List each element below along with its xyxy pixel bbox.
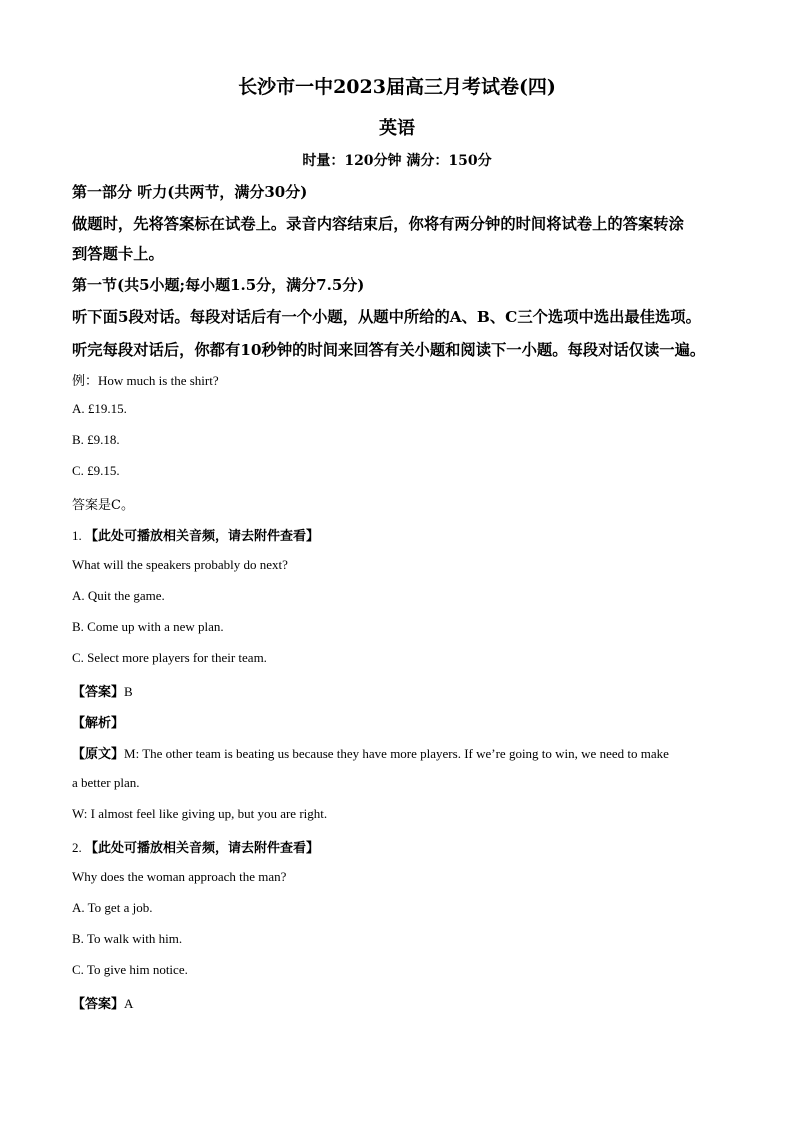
q2-answer-value: A bbox=[124, 996, 134, 1011]
q1-question: What will the speakers probably do next? bbox=[72, 557, 288, 572]
q1-transcript-line2: a better plan. bbox=[72, 775, 140, 790]
q1-audio-note: 【此处可播放相关音频，请去附件查看】 bbox=[85, 529, 320, 544]
q2-question: Why does the woman approach the man? bbox=[72, 869, 287, 884]
q1-transcript-label: 【原文】 bbox=[72, 747, 125, 762]
q1-transcript-line3: W: I almost feel like giving up, but you are right. bbox=[72, 806, 328, 821]
section1-instructions-line2: 听完每段对话后，你都有10秒钟的时间来回答有关小题和阅读下一小题。每段对话仅读一遍。 bbox=[72, 341, 706, 359]
example-option-c: C. £9.15. bbox=[72, 463, 120, 478]
example-option-b: B. £9.18. bbox=[72, 432, 120, 447]
q2-audio-note: 【此处可播放相关音频，请去附件查看】 bbox=[85, 841, 320, 856]
q1-number: 1. bbox=[72, 528, 85, 543]
time-score-info: 时量：120分钟 满分：150分 bbox=[302, 153, 492, 169]
section1-heading: 第一节(共5小题;每小题1.5分，满分7.5分) bbox=[72, 276, 365, 294]
q2-number: 2. bbox=[72, 840, 85, 855]
q1-answer bbox=[72, 681, 133, 700]
q2-option-c: C. To give him notice. bbox=[72, 962, 188, 977]
example-answer: 答案是C。 bbox=[72, 498, 134, 513]
example-option-a: A. £19.15. bbox=[72, 401, 127, 416]
q1-transcript-text1: M: The other team is beating us because they have more players. If we’re going to win, we need to make bbox=[124, 746, 669, 761]
q1-option-c: C. Select more players for their team. bbox=[72, 650, 267, 665]
subject-title: 英语 bbox=[379, 118, 415, 139]
q2-option-a: A. To get a job. bbox=[72, 900, 153, 915]
q2-answer-label: 【答案】 bbox=[72, 997, 125, 1012]
part1-instructions-line1: 做题时，先将答案标在试卷上。录音内容结束后，你将有两分钟的时间将试卷上的答案转涂 bbox=[72, 215, 684, 233]
q2-option-b: B. To walk with him. bbox=[72, 931, 183, 946]
example-question: 例：How much is the shirt? bbox=[72, 373, 219, 388]
q1-analysis-label: 【解析】 bbox=[72, 716, 125, 731]
q1-option-b: B. Come up with a new plan. bbox=[72, 619, 224, 634]
exam-title: 长沙市一中2023届高三月考试卷(四) bbox=[238, 76, 556, 98]
q1-answer-value: B bbox=[124, 684, 133, 699]
q1-transcript-line1 bbox=[72, 743, 669, 762]
part1-instructions-line2: 到答题卡上。 bbox=[72, 245, 164, 263]
part1-heading: 第一部分 听力(共两节，满分30分) bbox=[72, 183, 308, 201]
q2-header bbox=[72, 837, 319, 856]
q2-answer bbox=[72, 993, 133, 1012]
q1-answer-label: 【答案】 bbox=[72, 685, 125, 700]
q1-header bbox=[72, 525, 319, 544]
section1-instructions-line1: 听下面5段对话。每段对话后有一个小题，从题中所给的A、B、C三个选项中选出最佳选项。 bbox=[72, 308, 701, 326]
q1-option-a: A. Quit the game. bbox=[72, 588, 165, 603]
